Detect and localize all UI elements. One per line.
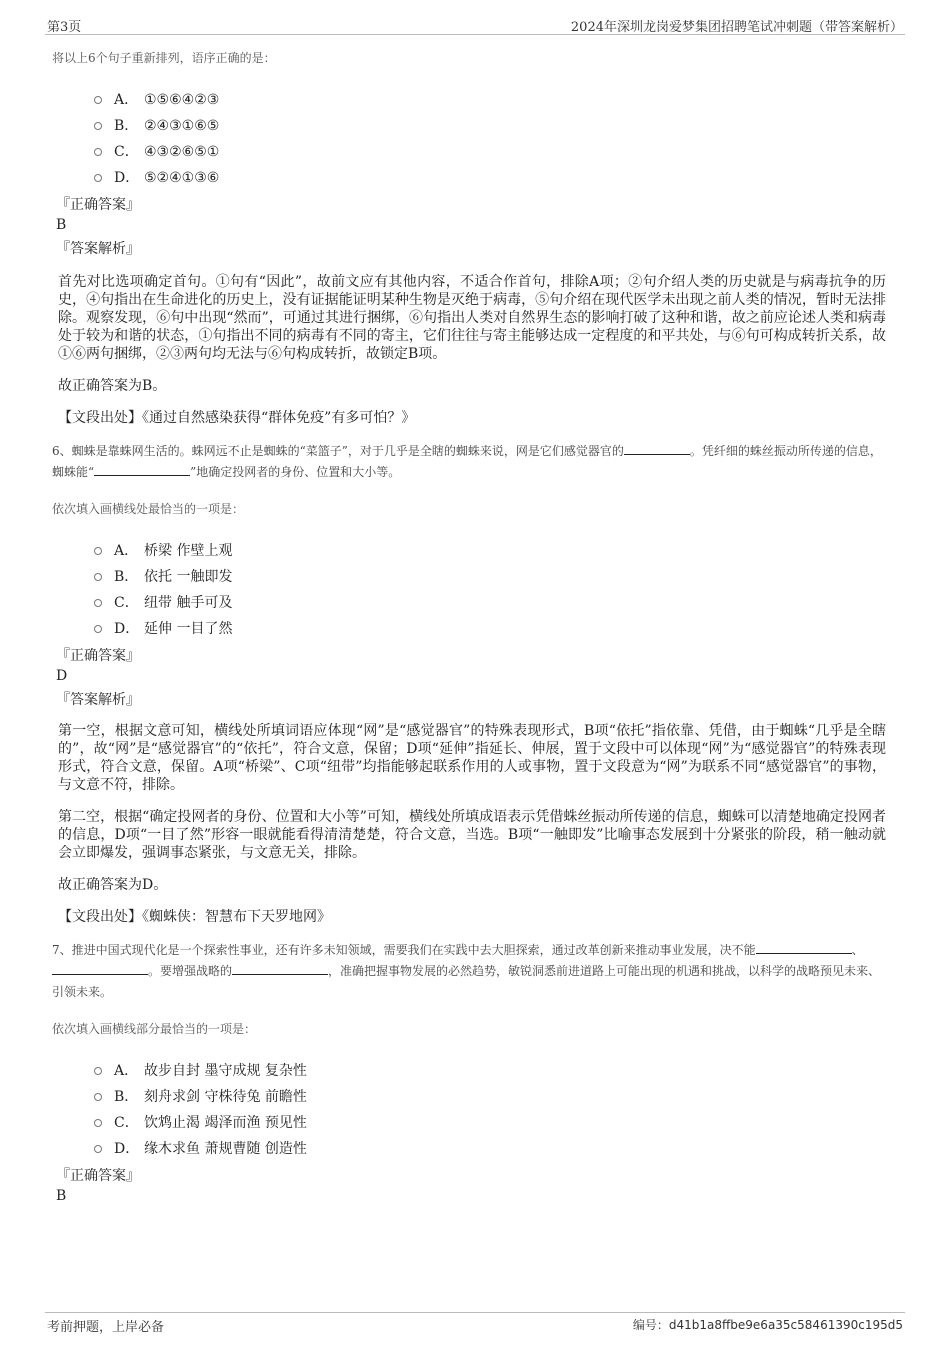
radio-icon[interactable] [94, 1145, 102, 1153]
radio-icon[interactable] [94, 122, 102, 130]
blank-line[interactable] [94, 463, 190, 476]
blank-line[interactable] [232, 962, 328, 975]
radio-icon[interactable] [94, 547, 102, 555]
q5-answer: B [56, 217, 67, 233]
page-number: 第3页 [47, 20, 82, 35]
q7-stem: 7、推进中国式现代化是一个探索性事业，还有许多未知领域，需要我们在实践中去大胆探索，通过改革创新来推动事业发展，决不能 、。要增强战略的 ，准确把握事物发展的必然趋势，敏锐洞悉前进道路上可能出现的机遇和挑战，以科学的战略预见未来、引领未来。 [52, 943, 881, 999]
q6-option-c[interactable]: C． 纽带 触手可及 [94, 590, 892, 616]
q6-option-b[interactable]: B． 依托 一触即发 [94, 564, 892, 590]
q6-answer-label: 『正确答案』 [56, 648, 140, 664]
q6-analysis-2: 第二空，根据“确定投网者的身份、位置和大小等”可知，横线处所填成语表示凭借蛛丝振动所传递的信息，蜘蛛可以清楚地确定投网者的信息，D项“一目了然”形容一眼就能看得清清楚楚，符合文意，当选。B项“一触即发”比喻事态发展到十分紧张的阶段，稍一触动就会立即爆发，强调事态紧张，与文意无关，排除。 [58, 809, 886, 861]
q5-conclusion: 故正确答案为B。 [58, 378, 167, 394]
q6-stem: 6、蜘蛛是靠蛛网生活的。蛛网远不止是蜘蛛的“菜篮子”，对于几乎是全瞎的蜘蛛来说，网是它们感觉器官的 。凭纤细的蛛丝振动所传递的信息，蜘蛛能“ ”地确定投网者的身份、位置和大小等。 [52, 444, 882, 479]
radio-icon[interactable] [94, 599, 102, 607]
q7-prompt: 依次填入画横线部分最恰当的一项是： [52, 1022, 257, 1036]
q6-option-d[interactable]: D． 延伸 一目了然 [94, 616, 892, 642]
q7-option-a[interactable]: A． 故步自封 墨守成规 复杂性 [94, 1058, 892, 1084]
document-code: 编号：d41b1a8ffbe9e6a35c58461390c195d5 [632, 1318, 903, 1332]
q5-analysis: 首先对比选项确定首句。①句有“因此”，故前文应有其他内容，不适合作首句，排除A项；②句介绍人类的历史就是与病毒抗争的历史，④句指出在生命进化的历史上，没有证据能证明某种生物是灭绝于病毒，⑤句介绍在现代医学未出现之前人类的情况，暂时无法排除。观察发现，⑥句中出现“然而”，可通过其进行捆绑，⑥句指出人类对自然界生态的影响打破了这种和谐，故之前应论述人类和病毒处于较为和谐的状态，①句指出不同的病毒有不同的寄主，它们往往与寄主能够达成一定程度的和平共处，与⑥句可构成转折关系，故①⑥两句捆绑，②③两句均无法与⑥句构成转折，故锁定B项。 [58, 274, 886, 362]
q6-conclusion: 故正确答案为D。 [58, 877, 168, 893]
q7-options [94, 1058, 892, 1162]
q7-option-d[interactable]: D． 缘木求鱼 萧规曹随 创造性 [94, 1136, 892, 1162]
q7-answer-label: 『正确答案』 [56, 1168, 140, 1184]
document-title: 2024年深圳龙岗爱梦集团招聘笔试冲刺题（带答案解析） [570, 20, 903, 35]
blank-line[interactable] [756, 941, 852, 954]
radio-icon[interactable] [94, 1067, 102, 1075]
q7-option-b[interactable]: B． 刻舟求剑 守株待兔 前瞻性 [94, 1084, 892, 1110]
blank-line[interactable] [624, 442, 690, 455]
q5-option-d[interactable]: D． ⑤②④①③⑥ [94, 165, 892, 191]
q7-answer: B [56, 1188, 67, 1204]
radio-icon[interactable] [94, 1093, 102, 1101]
q5-options [94, 87, 892, 191]
q6-option-a[interactable]: A． 桥梁 作壁上观 [94, 538, 892, 564]
radio-icon[interactable] [94, 174, 102, 182]
radio-icon[interactable] [94, 148, 102, 156]
q5-option-c[interactable]: C． ④③②⑥⑤① [94, 139, 892, 165]
q6-answer: D [56, 668, 68, 684]
radio-icon[interactable] [94, 625, 102, 633]
q5-answer-label: 『正确答案』 [56, 197, 140, 213]
page-content [52, 48, 892, 1210]
footer-slogan: 考前押题，上岸必备 [47, 1320, 165, 1335]
q6-analysis-label: 『答案解析』 [56, 692, 140, 708]
q5-source: 【文段出处】《通过自然感染获得“群体免疫”有多可怕？》 [58, 410, 416, 426]
q5-analysis-label: 『答案解析』 [56, 241, 140, 257]
radio-icon[interactable] [94, 573, 102, 581]
blank-line[interactable] [52, 962, 148, 975]
q7-option-c[interactable]: C． 饮鸩止渴 竭泽而渔 预见性 [94, 1110, 892, 1136]
q6-analysis-1: 第一空，根据文意可知，横线处所填词语应体现“网”是“感觉器官”的特殊表现形式，B项“依托”指依靠、凭借，由于蜘蛛“几乎是全瞎的”，故“网”是“感觉器官”的“依托”，符合文意，保留；D项“延伸”指延长、伸展，置于文段中可以体现“网”为“感觉器官”的特殊表现形式，符合文意，保留。A项“桥梁”、C项“纽带”均指能够起联系作用的人或事物，置于文段意为“网”为联系不同“感觉器官”的事物，与文意不符，排除。 [58, 723, 886, 793]
page-header [45, 14, 905, 35]
q5-prompt: 将以上6个句子重新排列，语序正确的是： [52, 51, 276, 65]
q6-options [94, 538, 892, 642]
radio-icon[interactable] [94, 1119, 102, 1127]
q5-option-a[interactable]: A． ①⑤⑥④②③ [94, 87, 892, 113]
page-footer [45, 1312, 905, 1333]
q5-option-b[interactable]: B． ②④③①⑥⑤ [94, 113, 892, 139]
q6-prompt: 依次填入画横线处最恰当的一项是： [52, 502, 245, 516]
q6-source: 【文段出处】《蜘蛛侠：智慧布下天罗地网》 [58, 909, 331, 925]
radio-icon[interactable] [94, 96, 102, 104]
